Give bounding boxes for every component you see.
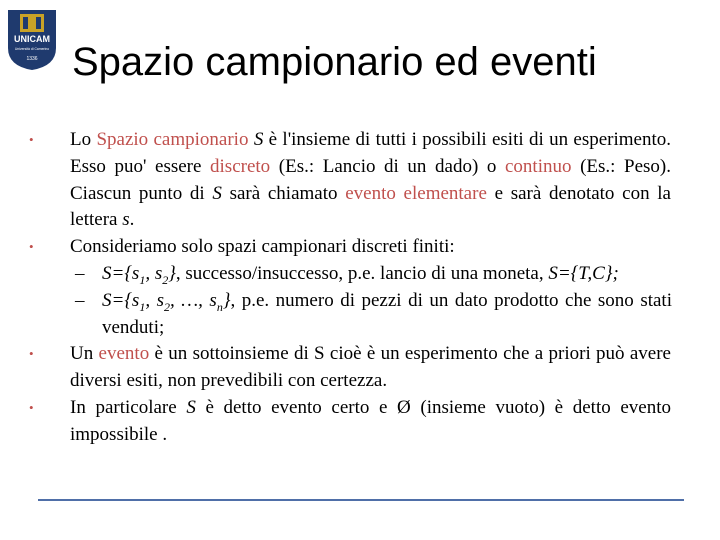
text: è detto evento certo e Ø (insieme vuoto) è detto evento impossibile . bbox=[70, 396, 671, 445]
footer-rule bbox=[38, 499, 684, 501]
highlight-discrete: discreto bbox=[210, 155, 271, 177]
text: , s bbox=[145, 262, 163, 284]
logo-subtitle: Università di Camerino bbox=[14, 47, 50, 51]
logo-name: UNICAM bbox=[14, 34, 50, 44]
text: } bbox=[222, 289, 231, 311]
text: In particolare bbox=[70, 396, 187, 418]
slide-body bbox=[0, 127, 720, 449]
symbol-s: S bbox=[186, 396, 196, 418]
subscript: 2 bbox=[164, 299, 170, 314]
sub-item-coin bbox=[0, 261, 672, 288]
bullet-item-finite-spaces bbox=[0, 234, 671, 261]
text: S={s bbox=[102, 262, 140, 284]
text: , successo/insuccesso, p.e. lancio di una moneta, bbox=[175, 262, 549, 284]
slide-title: Spazio campionario ed eventi bbox=[72, 40, 597, 84]
text: , p.e. numero di pezzi di un dato prodotto che sono stati venduti; bbox=[102, 289, 672, 338]
dash-icon: – bbox=[75, 262, 85, 284]
text: Consideriamo solo spazi campionari discreti finiti: bbox=[70, 236, 455, 258]
unicam-logo bbox=[6, 8, 58, 72]
text: . bbox=[129, 209, 135, 231]
bullet-icon: • bbox=[29, 346, 34, 362]
text: sarà chiamato bbox=[221, 182, 346, 204]
text: S={s bbox=[102, 289, 140, 311]
text: e sarà denotato con la lettera bbox=[70, 182, 671, 231]
text: (Es.: Lancio di un dado) o bbox=[270, 155, 505, 177]
bullet-icon: • bbox=[29, 132, 34, 147]
symbol-s: S bbox=[212, 182, 222, 204]
subscript: 2 bbox=[162, 272, 169, 287]
dash-icon: – bbox=[75, 289, 85, 311]
subscript: n bbox=[216, 299, 223, 314]
text: è un sottoinsieme di S cioè è un esperimento che a priori può avere diversi esiti, non prevedibili con certezza. bbox=[70, 343, 671, 392]
logo-year: 1336 bbox=[26, 56, 38, 62]
text: è l'insieme di tutti i possibili esiti di un esperimento. Esso puo' essere bbox=[70, 129, 672, 177]
sub-item-products bbox=[0, 288, 672, 342]
subscript: 1 bbox=[139, 299, 146, 314]
symbol-s-lower: s bbox=[122, 209, 130, 231]
symbol-s: S bbox=[253, 129, 264, 150]
highlight-continuous: continuo bbox=[504, 155, 572, 177]
subscript: 1 bbox=[139, 272, 146, 287]
highlight-event: evento bbox=[98, 343, 150, 365]
highlight-sample-space: Spazio campionario bbox=[96, 129, 249, 150]
bullet-icon: • bbox=[29, 399, 34, 415]
text: Lo bbox=[70, 129, 97, 150]
highlight-elementary-event: evento elementare bbox=[345, 182, 487, 204]
text: Un bbox=[70, 343, 99, 365]
bullet-item-sample-space bbox=[0, 127, 671, 234]
bullet-icon: • bbox=[29, 239, 34, 255]
text: S={T,C}; bbox=[548, 262, 619, 284]
bullet-item-certain-event bbox=[0, 395, 671, 449]
bullet-item-event bbox=[0, 341, 671, 395]
text: , …, s bbox=[170, 289, 217, 311]
text: } bbox=[168, 262, 176, 284]
text: , s bbox=[145, 289, 164, 311]
text: (Es.: Peso). Ciascun punto di bbox=[70, 155, 671, 204]
